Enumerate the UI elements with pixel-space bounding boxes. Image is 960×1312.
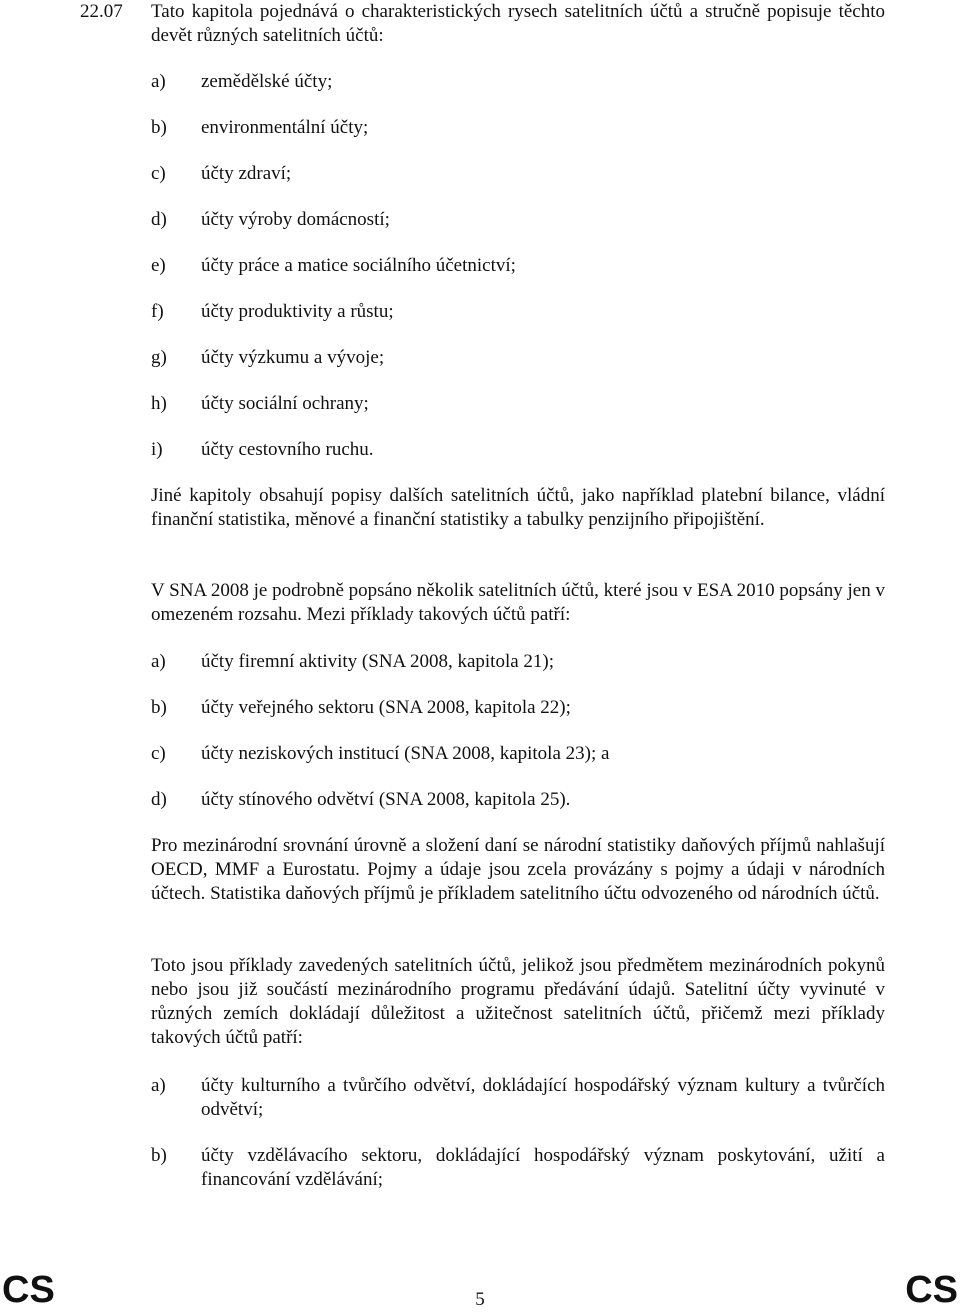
list-text: účty neziskových institucí (SNA 2008, kapitola 23); a (201, 743, 610, 764)
list-item (151, 696, 885, 720)
list-label: d) (151, 789, 167, 810)
list-label: a) (151, 651, 166, 672)
list-text: účty veřejného sektoru (SNA 2008, kapitola 22); (201, 697, 571, 718)
list-item (151, 162, 885, 186)
list-item (151, 1144, 885, 1192)
list-text: účty sociální ochrany; (201, 393, 369, 414)
list-item (151, 254, 885, 278)
list-text: environmentální účty; (201, 117, 369, 138)
list-label: c) (151, 163, 166, 184)
list-label: b) (151, 697, 167, 718)
list-label: b) (151, 1145, 167, 1166)
list-item (151, 392, 885, 416)
other-chapters-paragraph: Jiné kapitoly obsahují popisy dalších satelitních účtů, jako například platební bilance, vládní finanční statistika, měnové a finanční statistiky a tabulky penzijního připojištění. (151, 485, 885, 530)
list-item (151, 650, 885, 674)
list-label: f) (151, 301, 164, 322)
tax-statistics-paragraph: Pro mezinárodní srovnání úrovně a složení daní se národní statistiky daňových příjmů nahlašují OECD, MMF a Eurostatu. Pojmy a údaje jsou zcela provázány s pojmy a údaji v národních účtech. Statistika daňových příjmů je příkladem satelitního účtu odvozeného od národních účtů. (151, 835, 885, 904)
list-text: účty vzdělávacího sektoru, dokládající hospodářský význam poskytování, užití a financování vzdělávání; (201, 1145, 885, 1190)
list-text: účty práce a matice sociálního účetnictví; (201, 255, 516, 276)
footer-language-code-left: CS (2, 1269, 55, 1311)
list-label: a) (151, 71, 166, 92)
list-label: a) (151, 1075, 166, 1096)
list-item (151, 346, 885, 370)
list-label: b) (151, 117, 167, 138)
list-text: účty výroby domácností; (201, 209, 390, 230)
list-text: zemědělské účty; (201, 71, 333, 92)
list-text: účty kulturního a tvůrčího odvětví, dokládající hospodářský význam kultury a tvůrčích odvětví; (201, 1075, 885, 1120)
list-item (151, 70, 885, 94)
list-label: h) (151, 393, 167, 414)
list-item (151, 300, 885, 324)
list-text: účty stínového odvětví (SNA 2008, kapitola 25). (201, 789, 571, 810)
list-text: účty cestovního ruchu. (201, 439, 374, 460)
footer-language-code-right: CS (905, 1269, 958, 1311)
list-item (151, 788, 885, 812)
list-item (151, 116, 885, 140)
page-number: 5 (475, 1289, 485, 1310)
list-item (151, 742, 885, 766)
list-item (151, 208, 885, 232)
list-text: účty výzkumu a vývoje; (201, 347, 385, 368)
list-label: e) (151, 255, 166, 276)
list-label: g) (151, 347, 167, 368)
intro-paragraph: Tato kapitola pojednává o charakteristických rysech satelitních účtů a stručně popisuje těchto devět různých satelitních účtů: (151, 1, 885, 46)
list-text: účty zdraví; (201, 163, 292, 184)
paragraph-number: 22.07 (80, 1, 123, 22)
list-label: c) (151, 743, 166, 764)
list-item (151, 1074, 885, 1122)
examples-paragraph: Toto jsou příklady zavedených satelitních účtů, jelikož jsou předmětem mezinárodních pokynů nebo jsou již součástí mezinárodního programu předávání údajů. Satelitní účty vyvinuté v různých zemích dokládají důležitost a užitečnost satelitních účtů, přičemž mezi příklady takových účtů patří: (151, 955, 885, 1048)
list-label: i) (151, 439, 163, 460)
list-text: účty firemní aktivity (SNA 2008, kapitola 21); (201, 651, 555, 672)
list-text: účty produktivity a růstu; (201, 301, 394, 322)
list-label: d) (151, 209, 167, 230)
list-item (151, 438, 885, 462)
sna-paragraph: V SNA 2008 je podrobně popsáno několik satelitních účtů, které jsou v ESA 2010 popsány jen v omezeném rozsahu. Mezi příklady takových účtů patří: (151, 580, 885, 625)
